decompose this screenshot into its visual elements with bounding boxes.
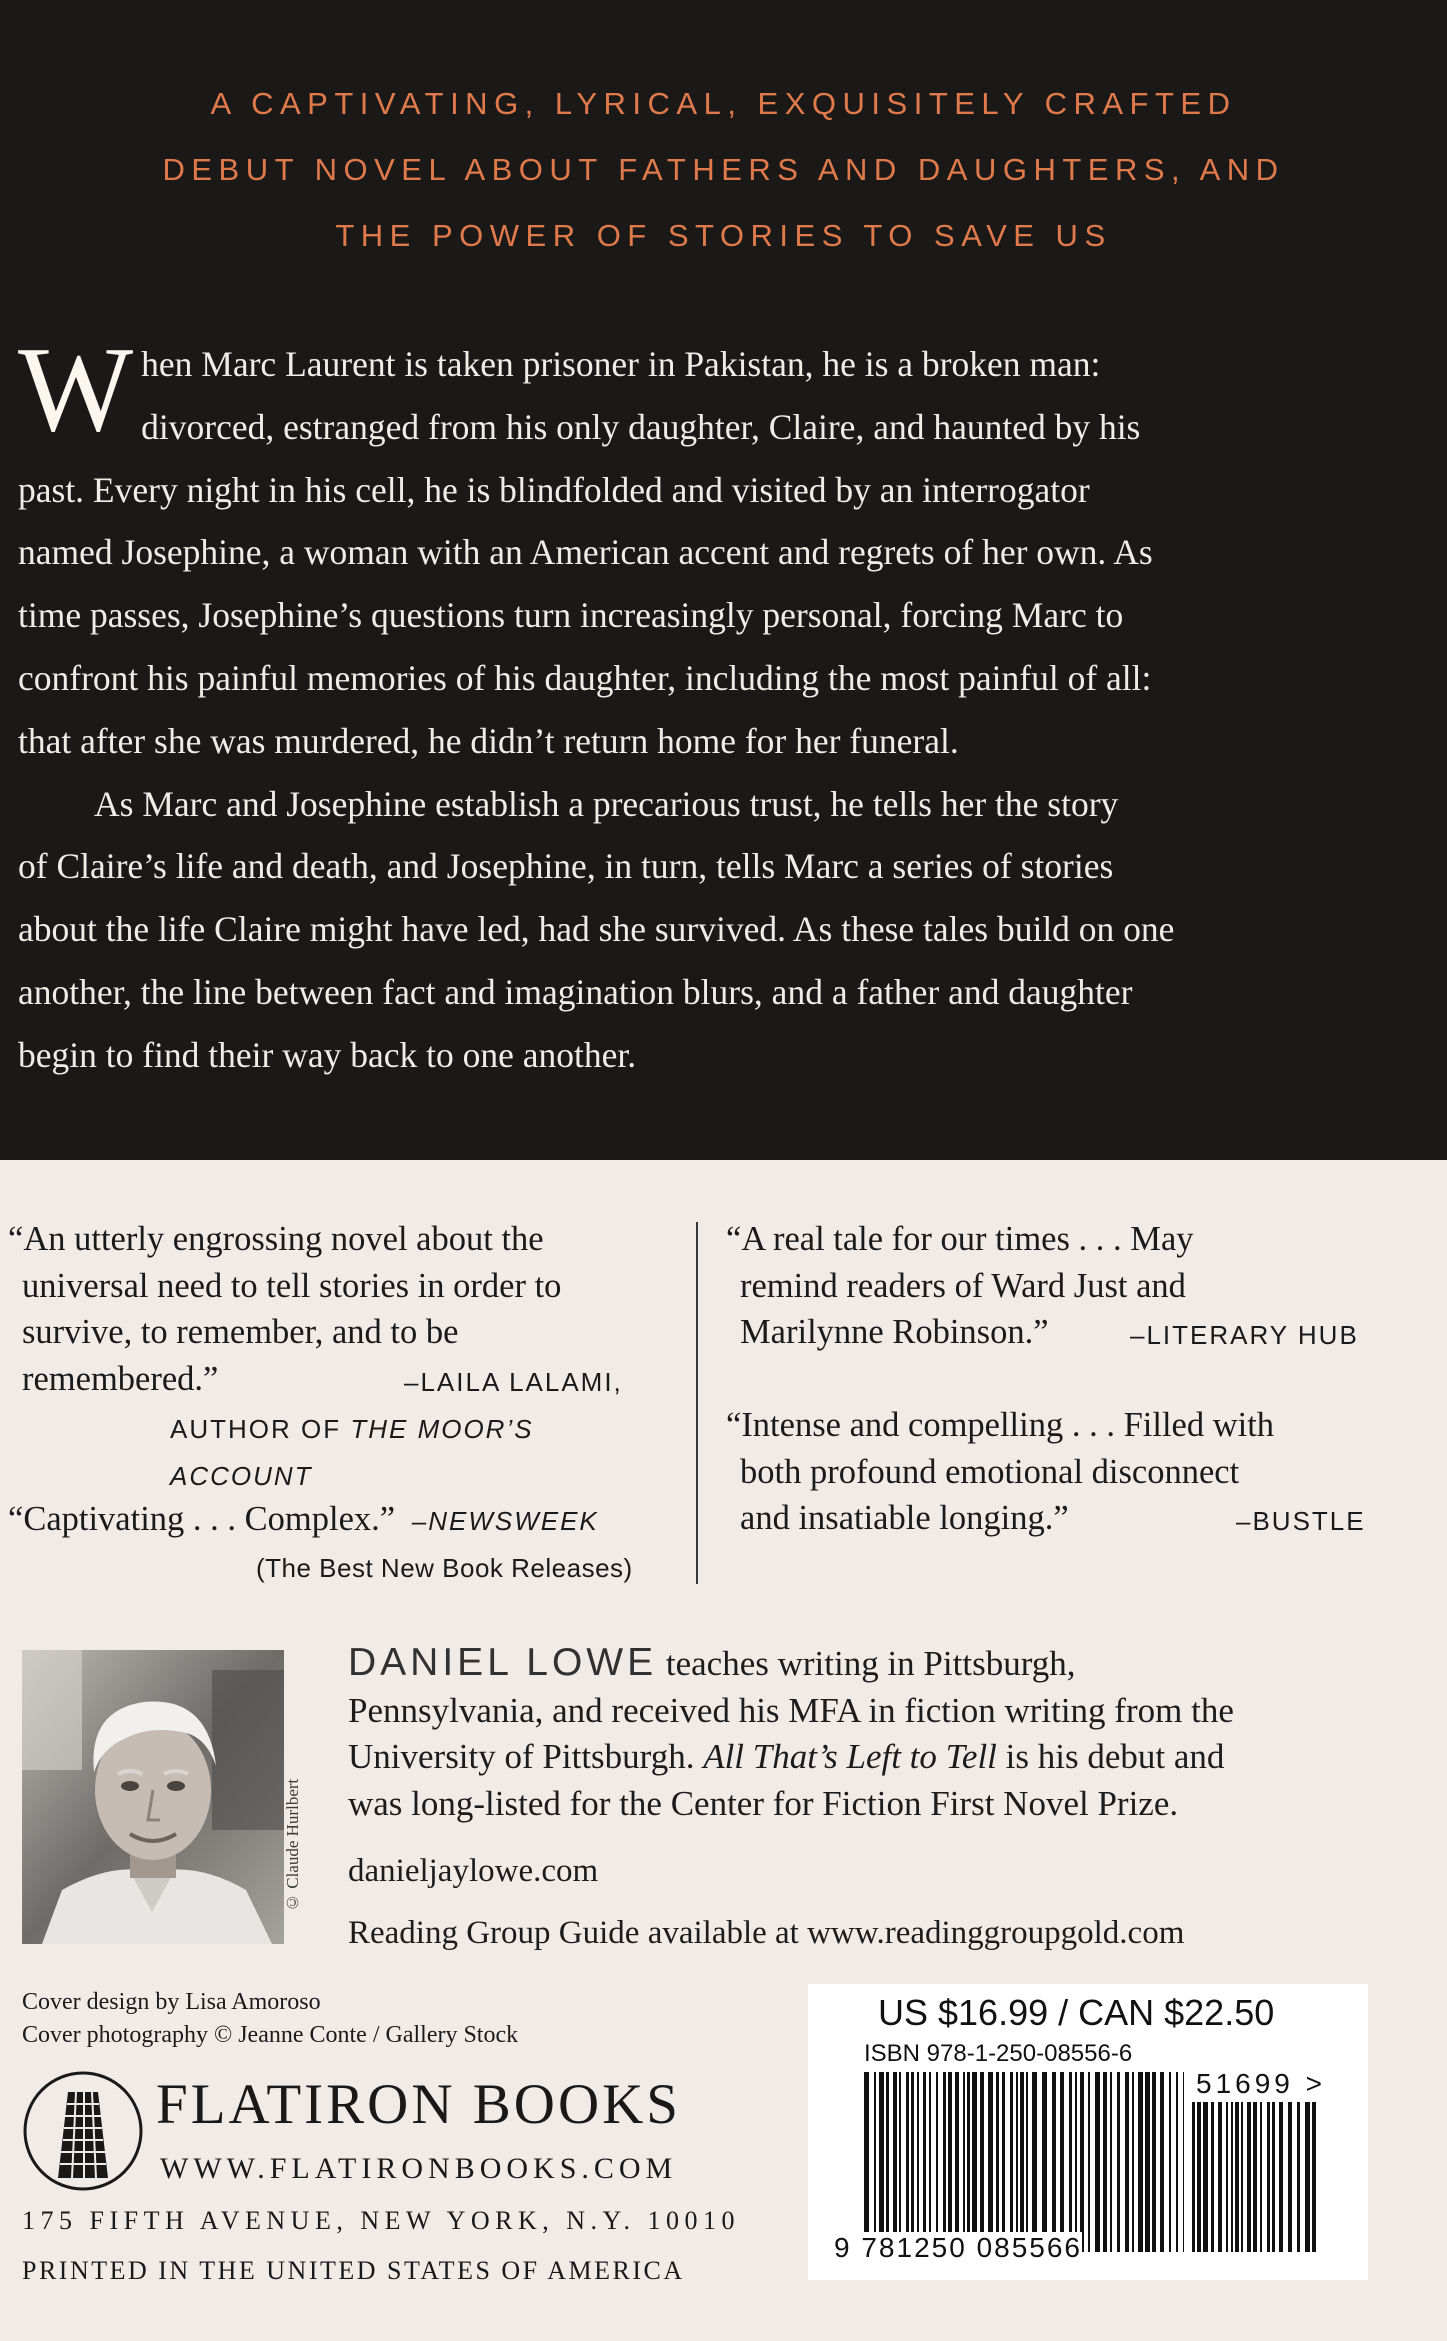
- blurb-line: another, the line between fact and imagination blurs, and a father and daughter: [18, 971, 1133, 1012]
- photo-credit: © Claude Hurlbert: [283, 1778, 302, 1912]
- quote-line-group: [8, 1496, 668, 1545]
- quote-line: and insatiable longing.”: [740, 1499, 1069, 1537]
- cover-photo-credit: Cover photography © Jeanne Conte / Gallery Stock: [22, 2022, 519, 2048]
- quote-attribution: [412, 1506, 599, 1536]
- quote-line: “An utterly engrossing novel about the: [8, 1220, 544, 1258]
- tagline-line-3: THE POWER OF STORIES TO SAVE US: [335, 218, 1112, 253]
- author-bio: [348, 1640, 1408, 1827]
- quote-lalami: [8, 1216, 658, 1499]
- bio-text: University of Pittsburgh.: [348, 1737, 704, 1776]
- quote-line: survive, to remember, and to be: [22, 1313, 459, 1351]
- top-dark-panel: [0, 0, 1447, 1160]
- bio-text: teaches writing in Pittsburgh,: [657, 1644, 1076, 1683]
- quote-literary-hub: [726, 1216, 1386, 1356]
- blurb-line: named Josephine, a woman with an American accent and regrets of her own. As: [18, 532, 1153, 573]
- attribution-dash: –: [411, 1506, 429, 1536]
- flatiron-building-icon: [22, 2070, 144, 2192]
- quote-last-line: [8, 1356, 658, 1403]
- main-barcode-icon: [864, 2072, 1184, 2252]
- bio-text: was long-listed for the Center for Fiction First Novel Prize.: [348, 1783, 1179, 1823]
- blurb-line: confront his painful memories of his daughter, including the most painful of all:: [18, 657, 1152, 698]
- quote-attribution-book: [8, 1406, 658, 1499]
- publisher-website[interactable]: WWW.FLATIRONBOOKS.COM: [160, 2152, 678, 2185]
- cover-design-credit: Cover design by Lisa Amoroso: [22, 1989, 321, 2015]
- quote-last-line: [726, 1495, 1386, 1542]
- book-description: [18, 322, 1378, 1087]
- addon-number: 51699 >: [1196, 2068, 1326, 2099]
- blurb-line: divorced, estranged from his only daughter, Claire, and haunted by his: [141, 406, 1141, 447]
- attribution-source: NEWSWEEK: [428, 1506, 599, 1536]
- price-label: US $16.99 / CAN $22.50: [878, 1992, 1275, 2033]
- quote-line: remembered.”: [22, 1359, 219, 1398]
- printed-in: PRINTED IN THE UNITED STATES OF AMERICA: [22, 2256, 685, 2285]
- blurb-line: about the life Claire might have led, had she survived. As these tales build on one: [18, 909, 1175, 950]
- quote-attribution: –BUSTLE: [1236, 1506, 1366, 1536]
- blurb-line: time passes, Josephine’s questions turn increasingly personal, forcing Marc to: [18, 595, 1124, 636]
- quote-last-line: [726, 1309, 1386, 1356]
- quote-bustle: [726, 1402, 1386, 1542]
- reading-group-guide[interactable]: Reading Group Guide available at www.readinggroupgold.com: [348, 1915, 1185, 1951]
- blurb-line: that after she was murdered, he didn’t return home for her funeral.: [18, 720, 959, 761]
- quote-divider: [696, 1222, 698, 1584]
- quote-attribution: –LAILA LALAMI,: [404, 1366, 623, 1397]
- quote-line: “Intense and compelling . . . Filled with: [726, 1406, 1275, 1444]
- cover-credits: [22, 1986, 518, 2052]
- quote-line: Marilynne Robinson.”: [740, 1313, 1049, 1351]
- author-name: DANIEL LOWE: [348, 1641, 658, 1684]
- tagline-line-2: DEBUT NOVEL ABOUT FATHERS AND DAUGHTERS, AND: [162, 152, 1285, 187]
- tagline-line-1: A CAPTIVATING, LYRICAL, EXQUISITELY CRAFTED: [210, 86, 1237, 121]
- isbn-label: ISBN 978-1-250-08556-6: [864, 2040, 1133, 2067]
- author-portrait-icon: [22, 1650, 284, 1944]
- bio-text: Pennsylvania, and received his MFA in fiction writing from the: [348, 1690, 1234, 1730]
- blurb-line: hen Marc Laurent is taken prisoner in Pakistan, he is a broken man:: [141, 344, 1101, 384]
- bio-line-1: [348, 1640, 1408, 1688]
- bio-line-3: [348, 1734, 1408, 1781]
- quote-newsweek: [8, 1496, 668, 1591]
- author-website[interactable]: danieljaylowe.com: [348, 1853, 599, 1889]
- publisher-address: 175 FIFTH AVENUE, NEW YORK, N.Y. 10010: [22, 2206, 740, 2235]
- bio-text: is his debut and: [996, 1737, 1225, 1776]
- book-title: THE MOOR’S ACCOUNT: [170, 1414, 534, 1491]
- author-photo: [22, 1650, 284, 1944]
- quote-line: “Captivating . . . Complex.”: [8, 1500, 396, 1538]
- barcode-panel: [808, 1984, 1368, 2280]
- bio-book-title: All That’s Left to Tell: [703, 1737, 997, 1776]
- quote-line: remind readers of Ward Just and: [740, 1266, 1186, 1305]
- blurb-line: As Marc and Josephine establish a precarious trust, he tells her the story: [94, 783, 1119, 824]
- blurb-line: of Claire’s life and death, and Josephine, in turn, tells Marc a series of stories: [18, 846, 1114, 887]
- barcode-digits: 9 781250 085566: [834, 2232, 1082, 2263]
- publisher-name: FLATIRON BOOKS: [156, 2073, 681, 2136]
- addon-barcode-icon: [1192, 2102, 1332, 2252]
- quote-subattribution: (The Best New Book Releases): [256, 1552, 633, 1583]
- quote-line: “A real tale for our times . . . May: [726, 1220, 1194, 1258]
- quote-line: universal need to tell stories in order to: [22, 1266, 562, 1305]
- blurb-line: begin to find their way back to one another.: [18, 1034, 637, 1075]
- quote-line: both profound emotional disconnect: [740, 1452, 1240, 1491]
- author-prefix: AUTHOR OF: [170, 1414, 351, 1444]
- quote-attribution: –LITERARY HUB: [1130, 1320, 1359, 1350]
- blurb-line: past. Every night in his cell, he is blindfolded and visited by an interrogator: [18, 469, 1090, 510]
- drop-cap: W: [18, 322, 134, 457]
